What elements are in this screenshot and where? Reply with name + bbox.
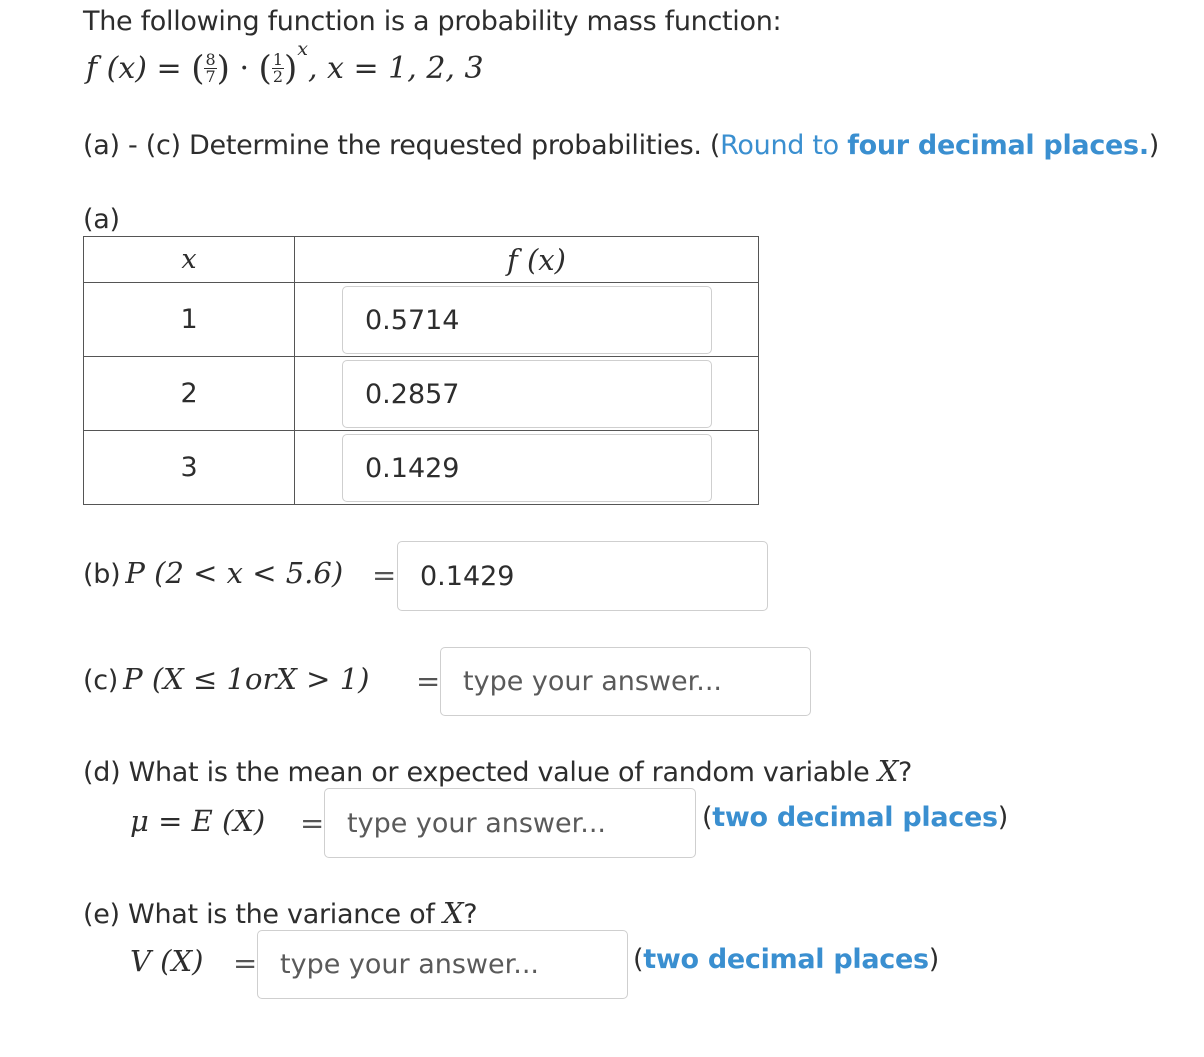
table-row	[84, 283, 759, 357]
fx-input-3[interactable]	[342, 434, 712, 502]
fx-input-1[interactable]	[342, 286, 712, 354]
part-e-expression: V (X)	[130, 944, 204, 978]
header-fx: f (x)	[295, 237, 759, 283]
formula-exponent: x	[297, 38, 308, 60]
part-c-input[interactable]	[440, 647, 811, 716]
part-c-expression: P (X ≤ 1orX > 1)	[123, 662, 370, 696]
fraction-eight-sevenths: $\frac{8}{7}$	[205, 50, 216, 86]
fraction-one-half: $\frac{1}{2}$	[272, 50, 283, 86]
cell-fx-1	[295, 283, 759, 357]
part-d-equals: =	[300, 806, 325, 840]
part-b-label: (b)	[83, 559, 121, 590]
pmf-table	[83, 236, 759, 505]
part-c-label: (c)	[83, 665, 119, 696]
part-e-question: (e) What is the variance of X?	[83, 896, 478, 930]
part-e-precision-note: (two decimal places)	[633, 944, 939, 975]
part-d-precision-note: (two decimal places)	[702, 802, 1008, 833]
part-a-label: (a)	[83, 204, 120, 235]
fx-input-2[interactable]	[342, 360, 712, 428]
part-b-question	[83, 556, 343, 590]
part-b-equals: =	[372, 558, 397, 592]
emphasis-four-decimals: four decimal places.	[847, 130, 1149, 161]
problem-heading: The following function is a probability mass function:	[83, 6, 782, 37]
part-d-expression: μ = E (X)	[130, 804, 266, 838]
header-x: x	[84, 237, 295, 283]
cell-x-1: 1	[84, 283, 295, 357]
table-header-row	[84, 237, 759, 283]
part-d-input[interactable]	[324, 788, 696, 858]
cell-fx-2	[295, 357, 759, 431]
part-e-input[interactable]	[257, 930, 628, 999]
part-d-question: (d) What is the mean or expected value of random variable X?	[83, 754, 913, 788]
cell-fx-3	[295, 431, 759, 505]
table-row	[84, 357, 759, 431]
formula-domain: , x = 1, 2, 3	[307, 51, 484, 86]
instructions: (a) - (c) Determine the requested probabilities. (Round to four decimal places.)	[83, 130, 1160, 161]
part-e-equals: =	[233, 946, 258, 980]
cell-x-2: 2	[84, 357, 295, 431]
pmf-formula: f (x) = ( $\frac{8}{7}$ ) · ( $\frac{1}{2}$ )$^x$, x = 1, 2, 3	[86, 38, 484, 89]
formula-dot: ·	[239, 51, 249, 86]
part-b-input[interactable]	[397, 541, 768, 611]
part-c-question	[83, 662, 369, 696]
table-row	[84, 431, 759, 505]
part-b-expression: P (2 < x < 5.6)	[125, 556, 344, 590]
formula-lhs: f (x) =	[86, 51, 182, 86]
part-c-equals: =	[416, 664, 441, 698]
cell-x-3: 3	[84, 431, 295, 505]
